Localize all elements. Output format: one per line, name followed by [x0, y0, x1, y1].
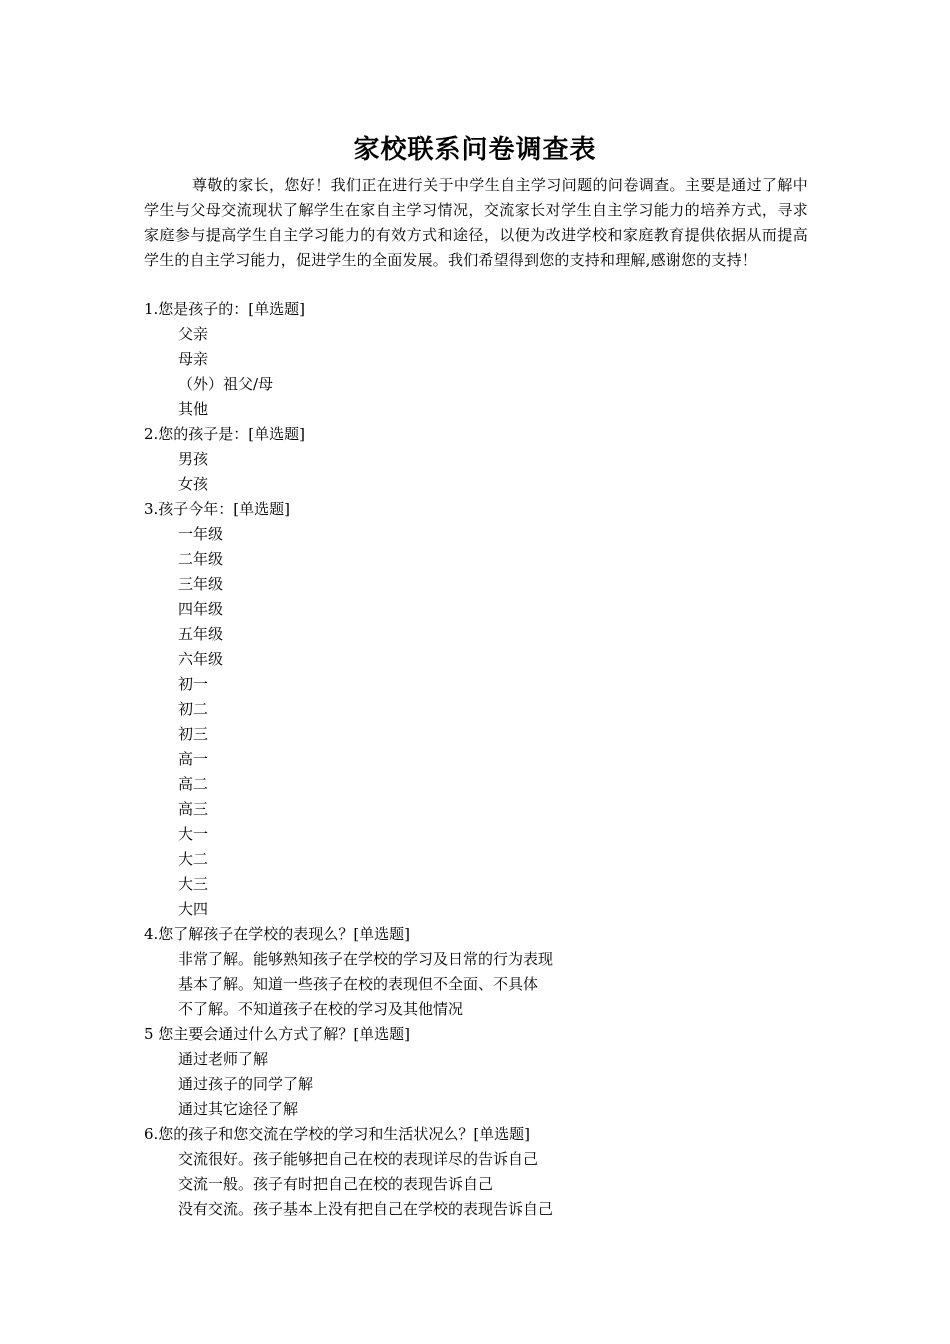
answer-option: 高三 — [178, 800, 209, 818]
intro-paragraph: 尊敬的家长，您好！我们正在进行关于中学生自主学习问题的问卷调查。主要是通过了解中学生与父母交流现状了解学生在家自主学习情况，交流家长对学生自主学习能力的培养方式，寻求家庭参与提高学生自主学习能力的有效方式和途径，以便为改进学校和家庭教育提供依据从而提高学生的自主学习能力，促进学生的全面发展。我们希望得到您的支持和理解,感谢您的支持！ — [144, 176, 808, 269]
answer-option: 女孩 — [178, 475, 209, 493]
question-text: 3.孩子今年：[单选题] — [144, 500, 291, 518]
answer-option: 通过其它途径了解 — [178, 1100, 299, 1118]
question-block — [144, 297, 824, 422]
answer-option: 高一 — [178, 750, 209, 768]
answer-option: 初二 — [178, 700, 209, 718]
answer-option: 交流很好。孩子能够把自己在校的表现详尽的告诉自己 — [178, 1150, 539, 1168]
question-block — [144, 497, 824, 922]
question-block — [144, 1022, 824, 1122]
question-block — [144, 922, 824, 1022]
answer-option: 没有交流。孩子基本上没有把自己在学校的表现告诉自己 — [178, 1200, 554, 1218]
answer-option: 大四 — [178, 900, 209, 918]
question-text: 2.您的孩子是：[单选题] — [144, 425, 306, 443]
answer-option: 交流一般。孩子有时把自己在校的表现告诉自己 — [178, 1175, 494, 1193]
answer-option: 二年级 — [178, 550, 224, 568]
question-text: 5 您主要会通过什么方式了解？[单选题] — [144, 1025, 411, 1043]
answer-option: 大一 — [178, 825, 209, 843]
question-text: 1.您是孩子的：[单选题] — [144, 300, 306, 318]
answer-option: 通过孩子的同学了解 — [178, 1075, 314, 1093]
answer-option: 非常了解。能够熟知孩子在学校的学习及日常的行为表现 — [178, 950, 554, 968]
answer-option: 五年级 — [178, 625, 224, 643]
answer-option: 父亲 — [178, 325, 209, 343]
question-text: 4.您了解孩子在学校的表现么？[单选题] — [144, 925, 411, 943]
question-block — [144, 1122, 824, 1222]
question-list — [144, 297, 824, 1222]
answer-option: （外）祖父/母 — [178, 375, 274, 393]
answer-option: 初三 — [178, 725, 209, 743]
answer-option: 其他 — [178, 400, 209, 418]
question-block — [144, 422, 824, 497]
answer-option: 一年级 — [178, 525, 224, 543]
answer-option: 六年级 — [178, 650, 224, 668]
question-text: 6.您的孩子和您交流在学校的学习和生活状况么？[单选题] — [144, 1125, 531, 1143]
answer-option: 基本了解。知道一些孩子在校的表现但不全面、不具体 — [178, 975, 539, 993]
document-title: 家校联系问卷调查表 — [353, 135, 597, 165]
answer-option: 初一 — [178, 675, 209, 693]
answer-option: 三年级 — [178, 575, 224, 593]
answer-option: 不了解。不知道孩子在校的学习及其他情况 — [178, 1000, 464, 1018]
answer-option: 四年级 — [178, 600, 224, 618]
answer-option: 大二 — [178, 850, 209, 868]
answer-option: 男孩 — [178, 450, 209, 468]
answer-option: 高二 — [178, 775, 209, 793]
answer-option: 通过老师了解 — [178, 1050, 269, 1068]
answer-option: 母亲 — [178, 350, 209, 368]
answer-option: 大三 — [178, 875, 209, 893]
